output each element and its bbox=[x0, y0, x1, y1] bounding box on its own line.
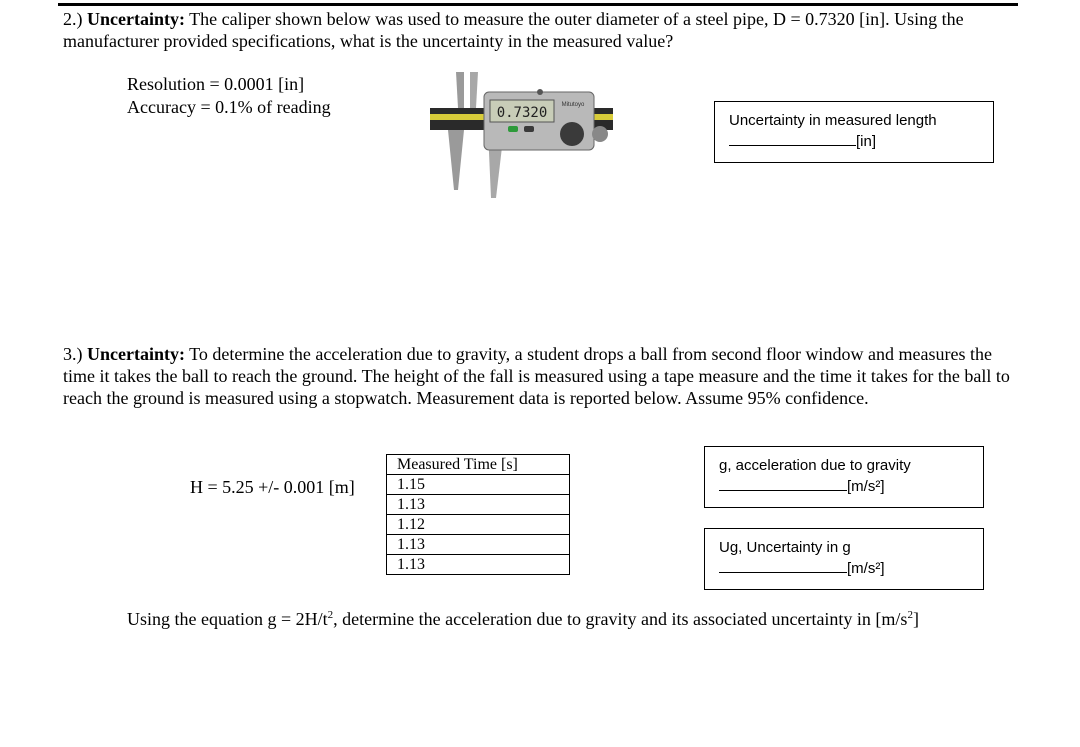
problem-2-text: The caliper shown below was used to measure the outer diameter of a steel pipe, D = 0.7320 [in]. Using the manufacturer provided specifications, what is the uncertainty in the measured value? bbox=[63, 9, 964, 51]
table-row: 1.13 bbox=[387, 495, 570, 515]
measured-time-table bbox=[386, 454, 570, 575]
table-row: 1.12 bbox=[387, 515, 570, 535]
uncertainty-length-label: Uncertainty in measured length bbox=[729, 112, 937, 129]
problem-3-statement bbox=[63, 343, 1023, 409]
footer-text-1: Using the equation g = 2H/t bbox=[127, 609, 328, 629]
problem-3-number: 3.) bbox=[63, 344, 83, 364]
uncertainty-length-answer-box[interactable] bbox=[714, 101, 994, 163]
footer-text-3: ] bbox=[912, 609, 919, 629]
caliper-specs bbox=[127, 73, 331, 119]
height-measurement: H = 5.25 +/- 0.001 [m] bbox=[190, 477, 355, 497]
table-row: 1.13 bbox=[387, 555, 570, 575]
accuracy-spec: Accuracy = 0.1% of reading bbox=[127, 97, 331, 117]
problem-2-heading: Uncertainty: bbox=[87, 9, 185, 29]
unit-label: [in] bbox=[856, 133, 877, 150]
gravity-uncertainty-label: Ug, Uncertainty in g bbox=[719, 539, 851, 556]
footer-exponent-2: 2 bbox=[907, 609, 913, 621]
table-header: Measured Time [s] bbox=[387, 455, 570, 475]
unit-label: [m/s²] bbox=[847, 478, 885, 495]
gravity-label: g, acceleration due to gravity bbox=[719, 457, 911, 474]
table-row: 1.15 bbox=[387, 475, 570, 495]
caliper-image bbox=[428, 70, 613, 200]
caliper-origin-button bbox=[537, 89, 543, 95]
footer-text-2: , determine the acceleration due to gravity and its associated uncertainty in [m/s bbox=[333, 609, 908, 629]
table-row: 1.13 bbox=[387, 535, 570, 555]
top-rule bbox=[58, 3, 1018, 6]
problem-2-statement bbox=[63, 8, 1023, 52]
caliper-display: 0.7320 bbox=[496, 105, 548, 121]
problem-2-number: 2.) bbox=[63, 9, 83, 29]
footer-exponent: 2 bbox=[327, 609, 334, 621]
caliper-brand: Mitutoyo bbox=[561, 102, 585, 108]
gravity-uncertainty-answer-box[interactable] bbox=[704, 528, 984, 590]
problem-3-text: To determine the acceleration due to gravity, a student drops a ball from second floor window and measures the time it takes the ball to reach the ground. The height of the fall is measured using a tape measure and the time it takes for the ball to reach the ground is measured using a stopwatch. Measurement data is reported below. Assume 95% confidence. bbox=[63, 344, 1010, 408]
gravity-answer-box[interactable] bbox=[704, 446, 984, 508]
problem-3-heading: Uncertainty: bbox=[87, 344, 185, 364]
equation-instruction bbox=[127, 608, 1027, 630]
answer-blank[interactable] bbox=[719, 558, 847, 573]
answer-blank[interactable] bbox=[719, 476, 847, 491]
unit-label: [m/s²] bbox=[847, 560, 885, 577]
answer-blank[interactable] bbox=[729, 131, 856, 146]
resolution-spec: Resolution = 0.0001 [in] bbox=[127, 74, 305, 94]
